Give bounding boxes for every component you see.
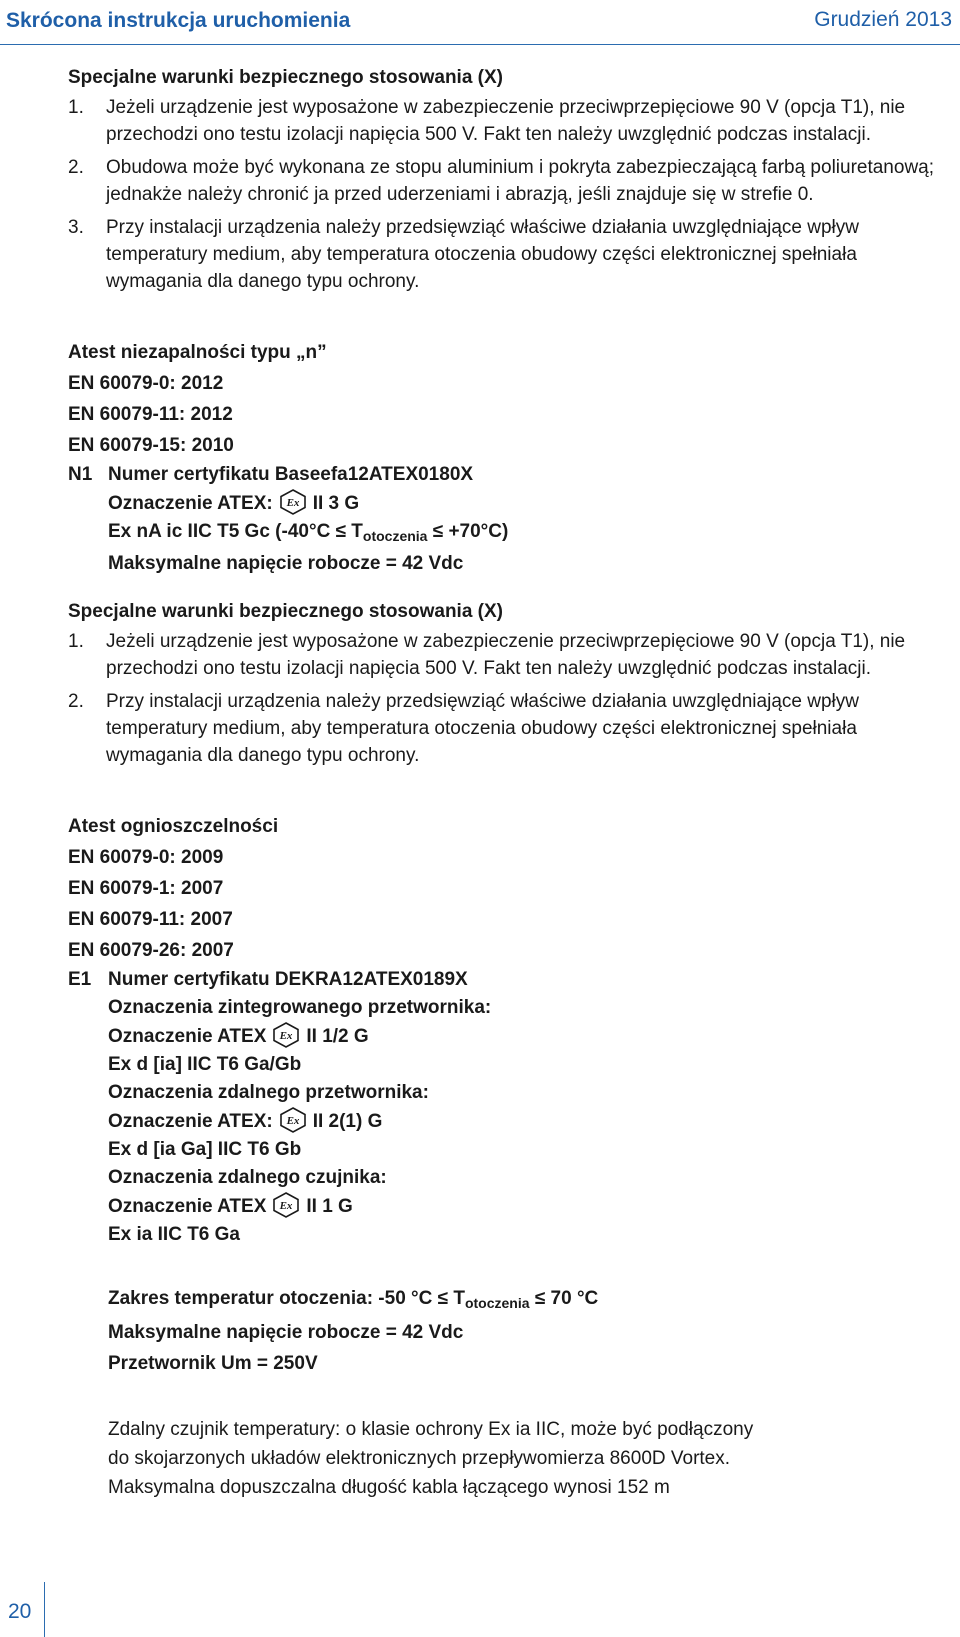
temp-part: Zakres temperatur otoczenia: -50 °C ≤ T [108, 1288, 465, 1309]
ambient-temperature-range [68, 1285, 938, 1317]
transmitter-um: Przetwornik Um = 250V [108, 1353, 318, 1374]
item-text: Jeżeli urządzenie jest wyposażone w zabezpieczenie przeciwprzepięciowe 90 V (opcja T1), nie przechodzi ono testu izolacji napięcia 500 V. Fakt ten należy uwzględnić podczas instalacji. [106, 97, 906, 145]
standard-line: EN 60079-0: 2009 [68, 847, 224, 868]
item-text: Obudowa może być wykonana ze stopu aluminium i pokryta zabezpieczającą farbą poliuretanową; jednakże należy chronić ja przed uderzeniami i abrazją, jeśli znajduje się w strefie 0. [106, 157, 935, 205]
cert-number: Numer certyfikatu DEKRA12ATEX0189X [108, 969, 468, 990]
atex-marking [68, 1192, 938, 1221]
cert-number: Numer certyfikatu Baseefa12ATEX0180X [108, 464, 474, 485]
section2-list [68, 628, 938, 769]
page-number: 20 [8, 1600, 32, 1623]
section1-list [68, 94, 938, 295]
document-date: Grudzień 2013 [814, 8, 952, 31]
section2-heading: Atest niezapalności typu „n” [68, 342, 327, 363]
atex-label: Oznaczenie ATEX: [108, 1111, 273, 1132]
section1-heading: Specjalne warunki bezpiecznego stosowania (X) [68, 67, 503, 88]
standard-line: EN 60079-15: 2010 [68, 435, 234, 456]
note-line: do skojarzonych układów elektronicznych przepływomierza 8600D Vortex. [108, 1448, 731, 1469]
standard-line: EN 60079-1: 2007 [68, 878, 224, 899]
atex-marking [68, 489, 938, 518]
temp-subscript: otoczenia [464, 1295, 530, 1311]
footer-divider [44, 1582, 45, 1637]
item-text: Przy instalacji urządzenia należy przedsięwziąć właściwe działania uwzględniające wpływ temperatury medium, aby temperatura otoczenia obudowy części elektronicznej spełniała wymagania dla danego typu ochrony. [106, 217, 859, 292]
svg-text:Ex: Ex [286, 1115, 300, 1127]
atex-value: II 1/2 G [306, 1026, 369, 1047]
item-number: 2. [68, 691, 84, 712]
ex-protection-line [68, 518, 938, 550]
certificate-row [68, 966, 938, 994]
ex-line-part: Ex nA ic IIC T5 Gc (-40°C ≤ T [108, 521, 363, 542]
list-item [68, 154, 938, 208]
item-text: Przy instalacji urządzenia należy przedsięwziąć właściwe działania uwzględniające wpływ temperatury medium, aby temperatura otoczenia obudowy części elektronicznej spełniała wymagania dla danego typu ochrony. [106, 691, 859, 766]
standard-line: EN 60079-0: 2012 [68, 373, 224, 394]
note-line: Maksymalna dopuszczalna długość kabla łączącego wynosi 152 m [108, 1477, 670, 1498]
remote-transmitter-heading: Oznaczenia zdalnego przetwornika: [108, 1082, 429, 1103]
page-header [0, 0, 960, 45]
item-number: 3. [68, 217, 84, 238]
ex-protection-line: Ex ia IIC T6 Ga [108, 1224, 240, 1245]
ex-line-part: ≤ +70°C) [427, 521, 509, 542]
atex-label: Oznaczenie ATEX: [108, 493, 273, 514]
ex-protection-line: Ex d [ia Ga] IIC T6 Gb [108, 1139, 302, 1160]
ex-protection-line: Ex d [ia] IIC T6 Ga/Gb [108, 1054, 302, 1075]
item-number: 2. [68, 157, 84, 178]
item-number: 1. [68, 631, 84, 652]
svg-text:Ex: Ex [279, 1200, 293, 1212]
remote-sensor-heading: Oznaczenia zdalnego czujnika: [108, 1167, 387, 1188]
list-item [68, 94, 938, 148]
document-title: Skrócona instrukcja uruchomienia [6, 9, 351, 32]
standard-line: EN 60079-11: 2007 [68, 909, 233, 930]
standard-line: EN 60079-26: 2007 [68, 940, 234, 961]
atex-value: II 3 G [312, 493, 360, 514]
atex-marking [68, 1107, 938, 1136]
atex-value: II 2(1) G [312, 1111, 383, 1132]
note-line: Zdalny czujnik temperatury: o klasie ochrony Ex ia IIC, może być podłączony [108, 1419, 754, 1440]
integrated-heading: Oznaczenia zintegrowanego przetwornika: [108, 997, 492, 1018]
svg-text:Ex: Ex [286, 497, 300, 509]
certificate-row [68, 461, 938, 489]
item-text: Jeżeli urządzenie jest wyposażone w zabezpieczenie przeciwprzepięciowe 90 V (opcja T1), nie przechodzi ono testu izolacji napięcia 500 V. Fakt ten należy uwzględnić podczas instalacji. [106, 631, 906, 679]
ex-hexagon-icon [272, 1192, 300, 1218]
atex-label: Oznaczenie ATEX [108, 1026, 267, 1047]
ex-hexagon-icon [279, 489, 307, 515]
atex-value: II 1 G [306, 1196, 353, 1217]
page-content [68, 66, 938, 1502]
max-voltage: Maksymalne napięcie robocze = 42 Vdc [108, 1322, 464, 1343]
temp-part: ≤ 70 °C [529, 1288, 599, 1309]
max-voltage: Maksymalne napięcie robocze = 42 Vdc [108, 553, 464, 574]
ex-hexagon-icon [272, 1022, 300, 1048]
atex-marking [68, 1022, 938, 1051]
section2-special-heading: Specjalne warunki bezpiecznego stosowania (X) [68, 601, 503, 622]
ex-line-subscript: otoczenia [362, 528, 428, 544]
list-item [68, 688, 938, 769]
section3-heading: Atest ognioszczelności [68, 816, 279, 837]
ex-hexagon-icon [279, 1107, 307, 1133]
svg-text:Ex: Ex [279, 1030, 293, 1042]
list-item [68, 214, 938, 295]
atex-label: Oznaczenie ATEX [108, 1196, 267, 1217]
cert-code: E1 [68, 969, 92, 990]
standard-line: EN 60079-11: 2012 [68, 404, 233, 425]
list-item [68, 628, 938, 682]
cert-code: N1 [68, 464, 93, 485]
item-number: 1. [68, 97, 84, 118]
